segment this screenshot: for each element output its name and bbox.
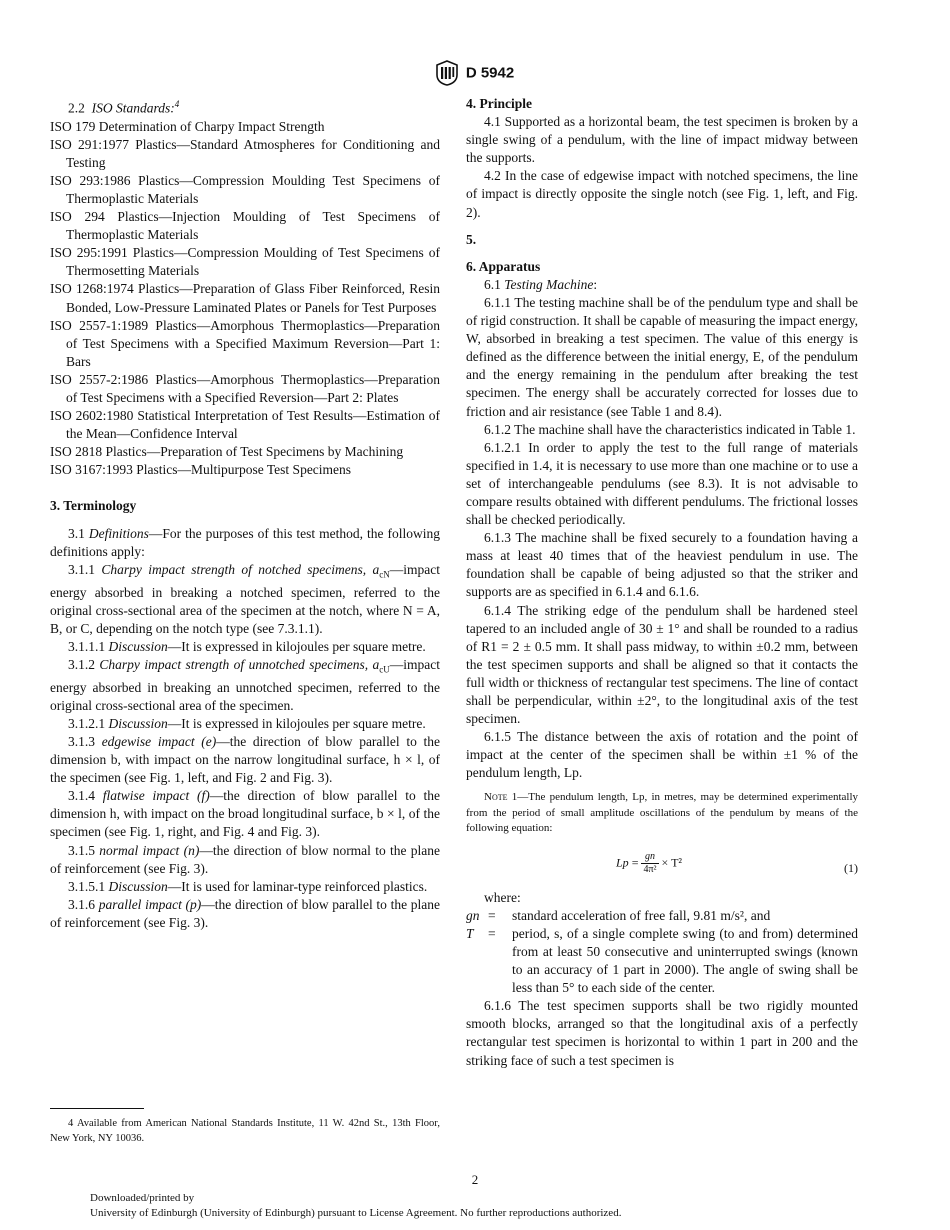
iso-reference-item: ISO 1268:1974 Plastics—Preparation of Glass Fiber Reinforced, Resin Bonded, Low-Pressure Laminated Plates or Panels for Test Purposes [50,281,440,315]
iso-reference-item: ISO 2557-2:1986 Plastics—Amorphous Thermoplastics—Preparation of Test Specimens with a Specified Reversion—Part 2: Plates [50,371,440,405]
equation-numerator: gn [641,851,658,864]
page-number: 2 [471,1172,479,1187]
download-line-1: Downloaded/printed by [90,1192,195,1204]
download-notice [90,1191,621,1220]
para-3-1-3: 3.1.3 edgewise impact (e)—the direction of blow parallel to the dimension b, with impact on the narrow longitudinal surface, h × l, of the specimen (see Fig. 1, left, and Fig. 2 and Fig. 3). [50,733,441,786]
para-3-1-1: 3.1.1 Charpy impact strength of notched specimens, $a_{cN}—impact$ energy absorbed in breaking a notched specimen, referred to the original cross-sectional area of the specimen at the notch, where N = A, B, or C, depending on the notch type (see 7.3.1.1). [50,561,440,636]
section-6-heading: 6. Apparatus [466,258,541,274]
iso-reference-item: ISO 295:1991 Plastics—Compression Moulding of Test Specimens of Thermosetting Materials [50,245,440,279]
para-6-1-6: 6.1.6 The test specimen supports shall be two rigidly mounted smooth blocks, arranged so that the longitudinal axis of a perfectly rectangular test specimen is horizontal to within 1 part in 200 and the striking face of such a test specimen is [466,998,858,1068]
footnote-rule [50,1108,144,1109]
where-definitions [466,907,858,997]
equation-lhs: Lp [616,854,629,869]
note-1: Note 1—The pendulum length, Lp, in metres, may be determined experimentally from the period of small amplitude oscillations of the pendulum by means of the following equation: [466,791,858,835]
where-equals: = [488,907,496,923]
where-definition: standard acceleration of free fall, 9.81 m/s², and [512,907,771,923]
iso-reference-item: ISO 291:1977 Plastics—Standard Atmospheres for Conditioning and Testing [50,136,440,170]
iso-reference-item: ISO 293:1986 Plastics—Compression Moulding Test Specimens of Thermoplastic Materials [50,172,440,206]
iso-reference-item: ISO 2602:1980 Statistical Interpretation of Test Results—Estimation of the Mean—Confidence Interval [50,408,440,442]
section-5-heading: 5. [466,231,477,247]
where-item [466,925,858,997]
para-4-2: 4.2 In the case of edgewise impact with notched specimens, the line of impact is directly opposite the single notch (see Fig. 1, left, and Fig. 2). [466,168,858,220]
para-3-1-2: 3.1.2 Charpy impact strength of unnotched specimens, $a_{cU}—impact$ energy absorbed in breaking an unnotched specimen, referred to the original cross-sectional area of the specimen. [50,656,440,713]
para-6-1-4: 6.1.4 The striking edge of the pendulum shall be hardened steel tapered to an included angle of 30 ± 1° and shall be rounded to a radius of R1 = 2 ± 0.5 mm. It shall pass midway, to within ±0.2 mm, between the test specimen supports and shall be aligned so that it contacts the full width or thickness of rectangular test specimens. The line of contact shall be perpendicular, within ±2°, to the longitudinal axis of the test specimen. [466,602,858,727]
equation-number: (1) [844,860,858,875]
section-3-heading: 3. Terminology [50,498,137,514]
para-6-1-1: 6.1.1 The testing machine shall be of the pendulum type and shall be of rigid construction. It shall be capable of measuring the impact energy, W, absorbed in breaking a test specimen. The value of this energy is defined as the difference between the initial energy, E, of the pendulum and the energy remaining in the pendulum after breaking the test specimen. The energy shall be accurately corrected for losses due to friction and air resistance (see Table 1 and 8.4). [466,294,858,419]
page-header [0,60,950,86]
para-3-1-1-1: 3.1.1.1 Discussion—It is expressed in kilojoules per square metre. [68,638,426,654]
document-id: D 5942 [465,64,515,82]
iso-reference-item: ISO 2818 Plastics—Preparation of Test Specimens by Machining [50,444,404,460]
para-3-1-5-1: 3.1.5.1 Discussion—It is used for laminar-type reinforced plastics. [68,878,428,894]
para-6-1-2: 6.1.2 The machine shall have the characteristics indicated in Table 1. [484,421,856,437]
para-6-1-5: 6.1.5 The distance between the axis of rotation and the point of impact at the center of the specimen shall be within ±1 % of the pendulum length, Lp. [466,729,858,781]
where-symbol: gn [466,907,480,923]
para-3-1-2-1: 3.1.2.1 Discussion—It is expressed in kilojoules per square metre. [68,715,426,731]
left-column [50,95,440,932]
para-6-1-2-1: 6.1.2.1 In order to apply the test to the full range of materials specified in 1.4, it is necessary to use more than one machine or to use a set of interchangeable pendulums (see 8.3). It is not advisable to compare results obtained with different pendulums. The frictional losses shall be checked periodically. [466,439,858,528]
iso-reference-item: ISO 294 Plastics—Injection Moulding of Test Specimens of Thermoplastic Materials [50,209,440,243]
where-symbol: T [466,925,474,941]
where-definition: period, s, of a single complete swing (to and from) determined from at least 50 consecutive and uninterrupted swings (known to an accuracy of 1 part in 2000). The angle of swing shall be less than 5° to each side of the center. [512,925,858,996]
equation-rhs: × T² [661,854,682,869]
astm-logo-icon [436,60,458,86]
iso-reference-item: ISO 3167:1993 Plastics—Multipurpose Test Specimens [50,462,352,478]
para-3-1-6: 3.1.6 parallel impact (p)—the direction of blow parallel to the plane of reinforcement (see Fig. 3). [50,896,441,930]
where-label: where: [484,889,521,905]
iso-reference-item: ISO 179 Determination of Charpy Impact Strength [50,118,325,134]
para-6-1: 6.1 Testing Machine: [484,276,598,292]
right-column [466,95,858,1070]
equation-denominator: 4π² [643,863,657,875]
para-4-1: 4.1 Supported as a horizontal beam, the test specimen is broken by a single swing of a pendulum, with the line of impact midway between the supports. [466,114,858,166]
section-4-heading: 4. Principle [466,96,532,111]
iso-reference-item: ISO 2557-1:1989 Plastics—Amorphous Thermoplastics—Preparation of Test Specimens with a Specified Maximum Reversion—Part 1: Bars [50,317,440,369]
download-line-2: University of Edinburgh (University of Edinburgh) pursuant to License Agreement. No further reproductions authorized. [90,1206,622,1219]
section-2-2-heading: 2.2 ISO Standards:$^4$ [68,99,180,116]
where-equals: = [488,925,496,941]
iso-reference-list [50,118,440,480]
para-3-1-5: 3.1.5 normal impact (n)—the direction of blow normal to the plane of reinforcement (see Fig. 3). [50,842,440,876]
para-6-1-3: 6.1.3 The machine shall be fixed securely to a foundation having a mass at least 40 times that of the heaviest pendulum in use. The foundation shall be capable of being adjusted so that the striker and supports are as specified in 6.1.4 and 6.1.6. [466,530,858,600]
para-3-1: 3.1 Definitions—For the purposes of this test method, the following definitions apply: [50,525,441,559]
para-3-1-4: 3.1.4 flatwise impact (f)—the direction of blow parallel to the dimension h, with impact on the broad longitudinal surface, b × l, of the specimen (see Fig. 1, right, and Fig. 4 and Fig. 3). [50,788,441,840]
where-item [466,907,858,925]
footnote-4: 4 Available from American National Standards Institute, 11 W. 42nd St., 13th Floor, New York, NY 10036. [50,1118,440,1144]
equation-1: Lp = $\frac{gn}{\text{4π²}}$ × T² (1) [466,845,858,885]
